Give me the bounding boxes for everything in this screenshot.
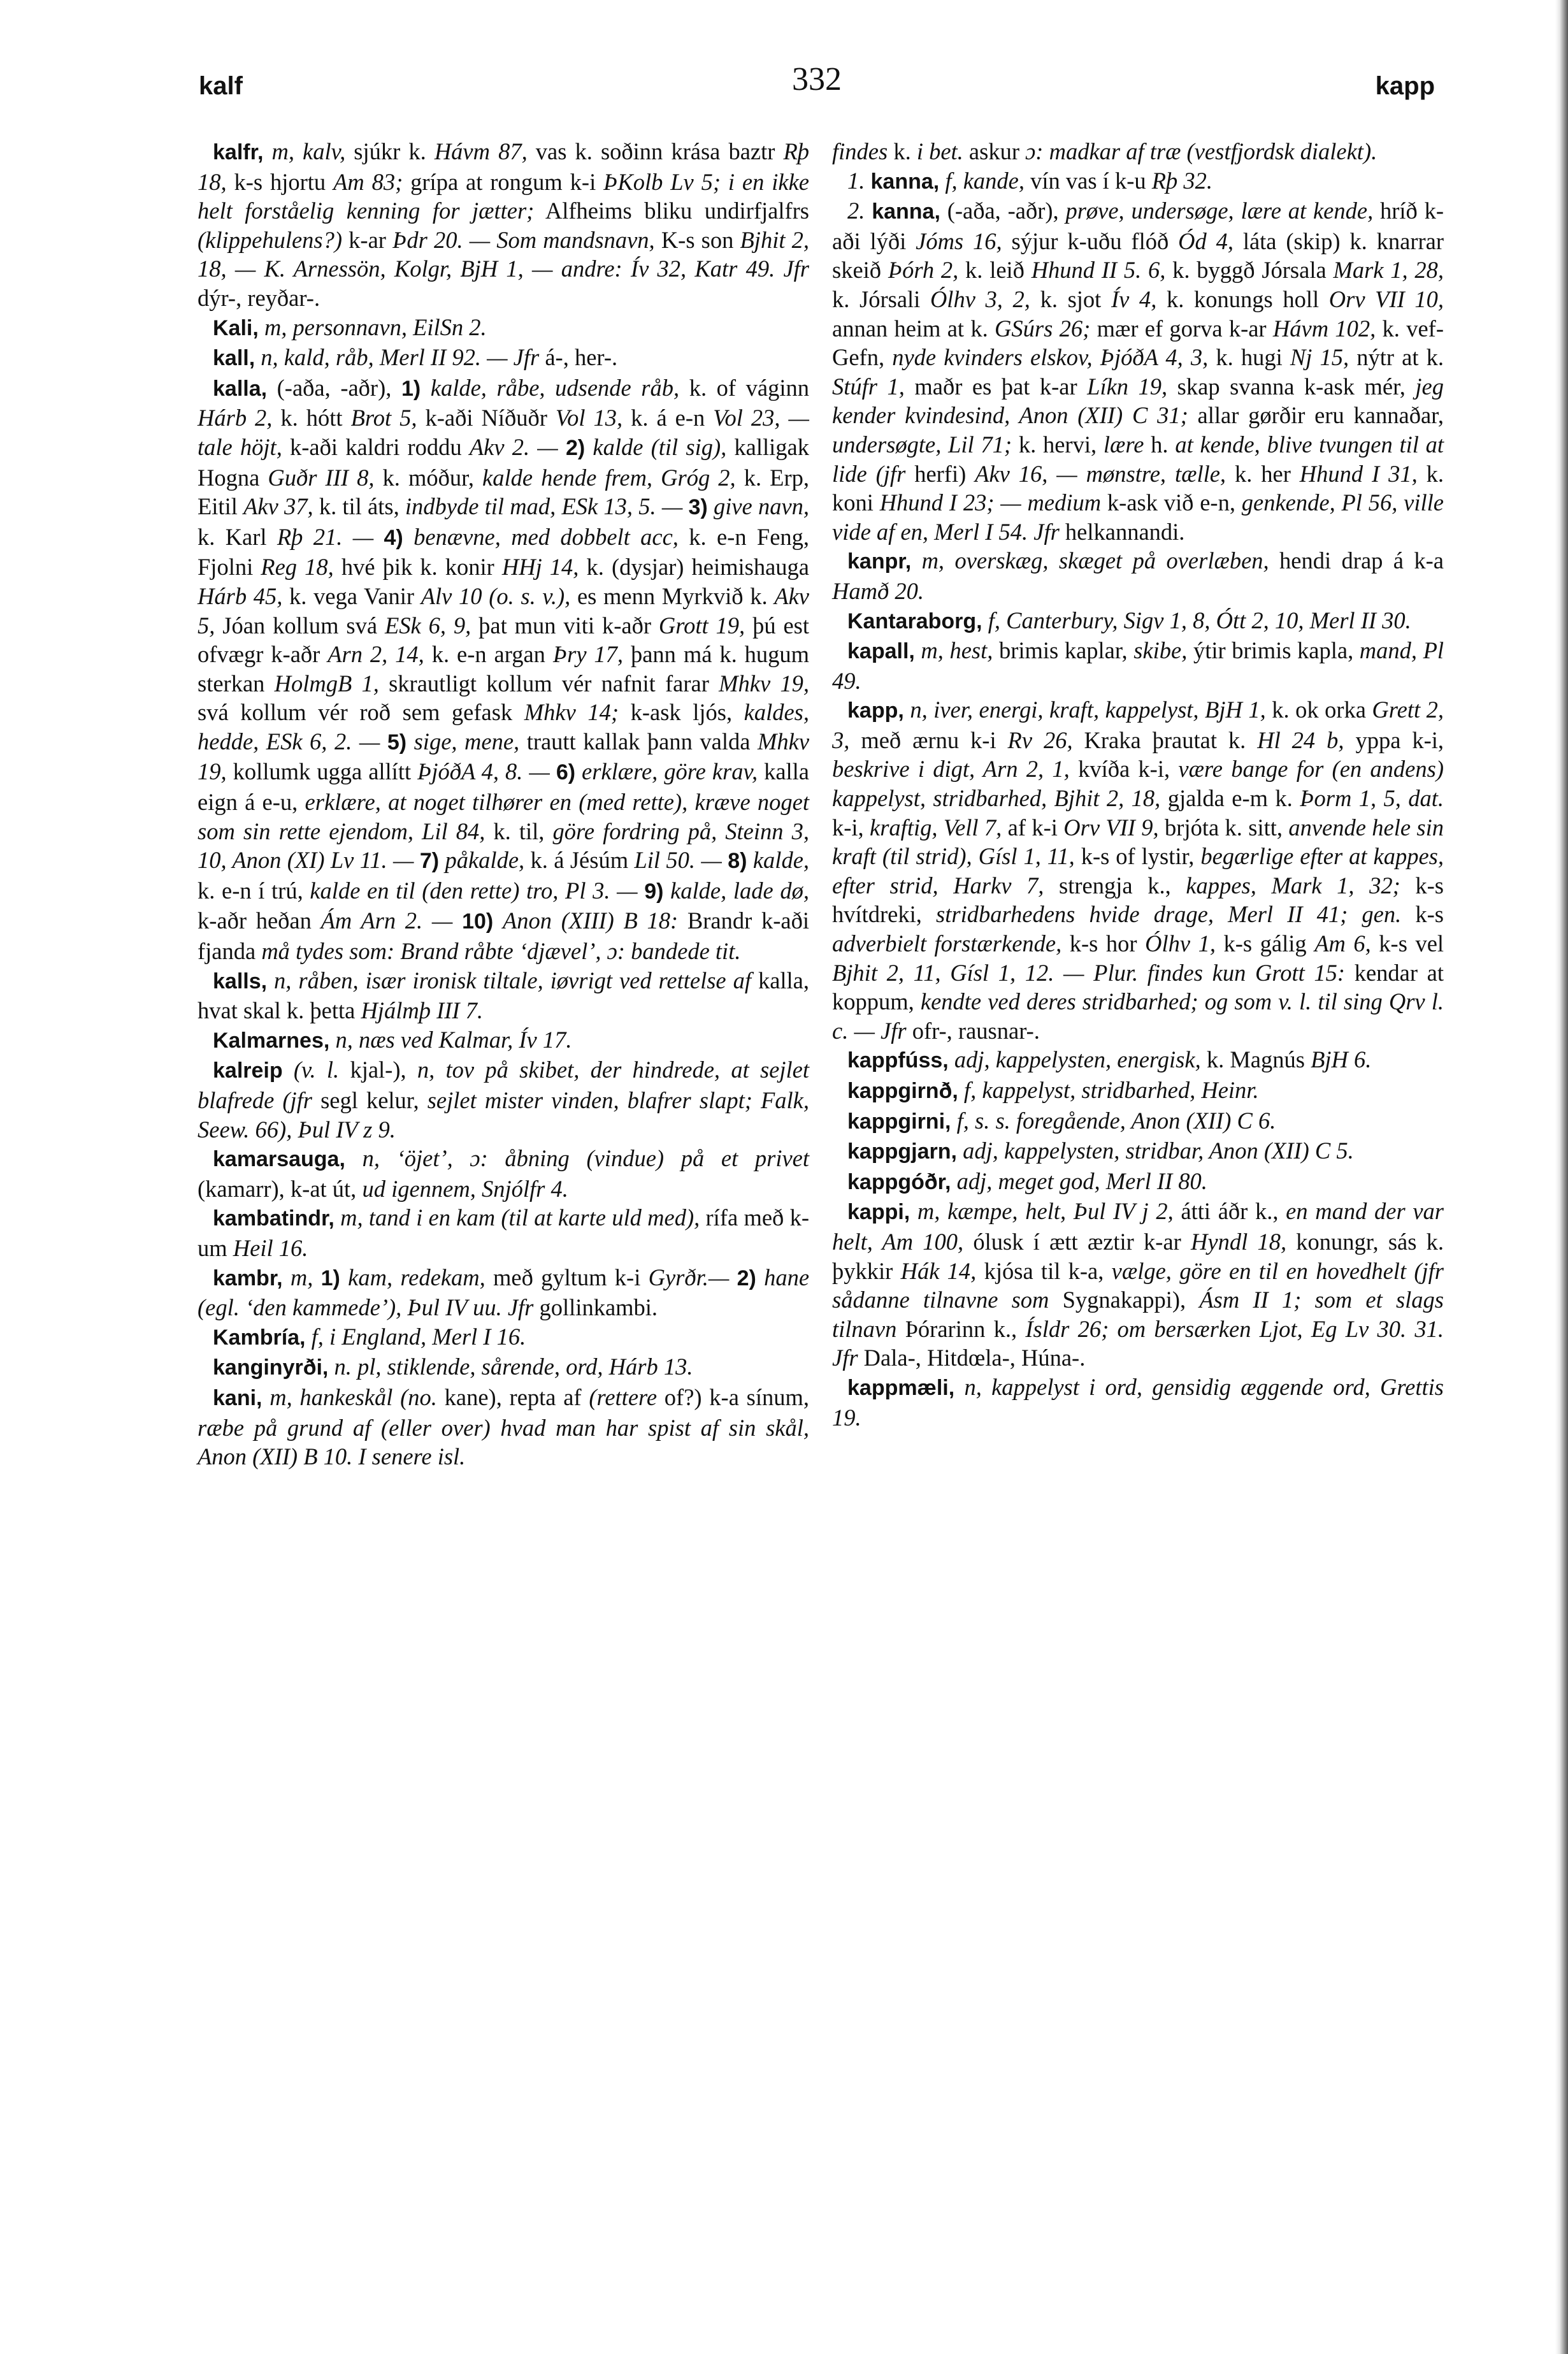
dictionary-entry: kappgjarn, adj, kappelysten, stridbar, Anon (XII) C 5. (847, 1137, 1354, 1164)
dictionary-entry: kappi, m, kæmpe, helt, Þul IV j 2, átti áðr k., en mand der var helt, Am 100, ólusk í ætt æztir k-ar Hyndl 18, konungr, sás k. þykkir Hák 14, kjósa til k-a, vælge, göre en til en hovedhelt (jfr sådanne tilnavne som Sygnakappi), Ásm II 1; som et slags tilnavn Þórarinn k., Ísldr 26; om bersærken Ljot, Eg Lv 30. 31. Jfr Dala-, Hitdœla-, Húna-. (832, 1198, 1444, 1371)
left-running-headword: kalf (199, 72, 243, 100)
page-edge-shadow (1555, 0, 1568, 2354)
dictionary-entry: kappgóðr, adj, meget god, Merl II 80. (847, 1167, 1207, 1194)
dictionary-entry: kalfr, m, kalv, sjúkr k. Hávm 87, vas k. soðinn krása baztr Rþ 18, k-s hjortu Am 83; grípa at rongum k-i ÞKolb Lv 5; i en ikke helt forståelig kenning for jætter; Alfheims bliku undirfjalfrs (klippehulens?) k-ar Þdr 20. — Som mandsnavn, K-s son Bjhit 2, 18, — K. Arnessön, Kolgr, BjH 1, — andre: Ív 32, Katr 49. Jfr dýr-, reyðar-. (198, 138, 810, 311)
dictionary-entry: Kantaraborg, f, Canterbury, Sigv 1, 8, Ótt 2, 10, Merl II 30. (847, 607, 1411, 633)
dictionary-entry: kanpr, m, overskæg, skæget på overlæben, hendi drap á k-a Hamð 20. (832, 547, 1444, 604)
dictionary-entry: 2. kanna, (-aða, -aðr), prøve, undersøge, lære at kende, hríð k-aði lýði Jóms 16, sýjur k-uðu flóð Ód 4, láta (skip) k. knarrar skeið Þórh 2, k. leið Hhund II 5. 6, k. byggð Jórsala Mark 1, 28, k. Jórsali Ólhv 3, 2, k. sjot Ív 4, k. konungs holl Orv VII 10, annan heim at k. GSúrs 26; mær ef gorva k-ar Hávm 102, k. vef-Gefn, nyde kvinders elskov, ÞjóðA 4, 3, k. hugi Nj 15, nýtr at k. Stúfr 1, maðr es þat k-ar Líkn 19, skap svanna k-ask mér, jeg kender kvindesind, Anon (XII) C 31; allar gørðir eru kannaðar, undersøgte, Lil 71; k. hervi, lære h. at kende, blive tvungen til at lide (jfr herfi) Akv 16, — mønstre, tælle, k. her Hhund I 31, k. koni Hhund I 23; — medium k-ask við e-n, genkende, Pl 56, ville vide af en, Merl I 54. Jfr helkannandi. (832, 198, 1444, 545)
dictionary-entry: findes k. i bet. askur ɔ: madkar af træ (vestfjordsk dialekt). (832, 138, 1377, 164)
dictionary-entry: kalreip (v. l. kjal-), n, tov på skibet, der hindrede, at sejlet blafrede (jfr segl kelur, sejlet mister vinden, blafrer slapt; Falk, Seew. 66), Þul IV z 9. (198, 1057, 809, 1143)
dictionary-entry: kanginyrði, n. pl, stiklende, sårende, ord, Hárb 13. (213, 1354, 693, 1380)
dictionary-entry: Kambría, f, i England, Merl I 16. (213, 1323, 526, 1350)
dictionary-entry: kambatindr, m, tand i en kam (til at karte uld med), rífa með k-um Heil 16. (198, 1204, 809, 1261)
left-column (198, 137, 809, 1471)
dictionary-entry: kambr, m, 1) kam, redekam, með gyltum k-i Gyrðr.— 2) hane (egl. ‘den kammede’), Þul IV uu. Jfr gollinkambi. (198, 1264, 810, 1321)
dictionary-entry: kappgirni, f, s. s. foregående, Anon (XII) C 6. (847, 1107, 1276, 1134)
right-column (832, 137, 1444, 1432)
dictionary-entry: kapp, n, iver, energi, kraft, kappelyst, BjH 1, k. ok orka Grett 2, 3, með ærnu k-i Rv 26, Kraka þrautat k. Hl 24 b, yppa k-i, beskrive i digt, Arn 2, 1, kvíða k-i, være bange for (en andens) kappelyst, stridbarhed, Bjhit 2, 18, gjalda e-m k. Þorm 1, 5, dat. k-i, kraftig, Vell 7, af k-i Orv VII 9, brjóta k. sitt, anvende hele sin kraft (til strid), Gísl 1, 11, k-s of lystir, begærlige efter at kappes, efter strid, Harkv 7, strengja k., kappes, Mark 1, 32; k-s hvítdreki, stridbarhedens hvide drage, Merl II 41; gen. k-s adverbielt forstærkende, k-s hor Ólhv 1, k-s gálig Am 6, k-s vel Bjhit 2, 11, Gísl 1, 12. — Plur. findes kun Grott 15: kendar at koppum, kendte ved deres stridbarhed; og som v. l. til sing Qrv l. c. — Jfr ofr-, rausnar-. (832, 697, 1444, 1044)
dictionary-entry: kappfúss, adj, kappelysten, energisk, k. Magnús BjH 6. (847, 1046, 1372, 1073)
page-header (199, 61, 1435, 112)
dictionary-entry: Kalmarnes, n, næs ved Kalmar, Ív 17. (213, 1026, 572, 1053)
dictionary-entry: kalls, n, råben, især ironisk tiltale, iøvrigt ved rettelse af kalla, hvat skal k. þetta Hjálmþ III 7. (198, 967, 809, 1024)
dictionary-entry: kall, n, kald, råb, Merl II 92. — Jfr á-, her-. (213, 344, 618, 371)
dictionary-entry: Kali, m, personnavn, EilSn 2. (213, 314, 487, 340)
right-running-headword: kapp (1375, 72, 1435, 100)
dictionary-entry: kappgirnð, f, kappelyst, stridbarhed, Heinr. (847, 1077, 1259, 1103)
dictionary-entry: kani, m, hankeskål (no. kane), repta af (rettere of?) k-a sínum, ræbe på grund af (eller over) hvad man har spist af sin skål, Anon (XII) B 10. I senere isl. (198, 1383, 810, 1470)
dictionary-entry: kamarsauga, n, ‘öjet’, ɔ: åbning (vindue) på et privet (kamarr), k-at út, ud igennem, Snjólfr 4. (198, 1145, 809, 1202)
page-number: 332 (792, 61, 842, 97)
dictionary-entry: kapall, m, hest, brimis kaplar, skibe, ýtir brimis kapla, mand, Pl 49. (832, 637, 1444, 694)
dictionary-entry: 1. kanna, f, kande, vín vas í k-u Rþ 32. (847, 167, 1213, 194)
dictionary-entry: kappmæli, n, kappelyst i ord, gensidig æggende ord, Grettis 19. (832, 1373, 1444, 1431)
dictionary-entry: kalla, (-aða, -aðr), 1) kalde, råbe, udsende råb, k. of váginn Hárb 2, k. hótt Brot 5, k-aði Níðuðr Vol 13, k. á e-n Vol 23, — tale höjt, k-aði kaldri roddu Akv 2. — 2) kalde (til sig), kalligak Hogna Guðr III 8, k. móður, kalde hende frem, Gróg 2, k. Erp, Eitil Akv 37, k. til áts, indbyde til mad, ESk 13, 5. — 3) give navn, k. Karl Rþ 21. — 4) benævne, med dobbelt acc, k. e-n Feng, Fjolni Reg 18, hvé þik k. konir HHj 14, k. (dysjar) heimishauga Hárb 45, k. vega Vanir Alv 10 (o. s. v.), es menn Myrkvið k. Akv 5, Jóan kollum svá ESk 6, 9, þat mun viti k-aðr Grott 19, þú est ofvægr k-aðr Arn 2, 14, k. e-n argan Þry 17, þann má k. hugum sterkan HolmgB 1, skrautligt kollum vér nafnit farar Mhkv 19, svá kollum vér roð sem gefask Mhkv 14; k-ask ljós, kaldes, hedde, ESk 6, 2. — 5) sige, mene, trautt kallak þann valda Mhkv 19, kollumk ugga allítt ÞjóðA 4, 8. — 6) erklære, göre krav, kalla eign á e-u, erklære, at noget tilhører en (med rette), kræve noget som sin rette ejendom, Lil 84, k. til, göre fordring på, Steinn 3, 10, Anon (XI) Lv 11. — 7) påkalde, k. á Jésúm Lil 50. — 8) kalde, k. e-n í trú, kalde en til (den rette) tro, Pl 3. — 9) kalde, lade dø, k-aðr heðan Ám Arn 2. — 10) Anon (XIII) B 18: Brandr k-aði fjanda må tydes som: Brand råbte ‘djævel’, ɔ: bandede tit. (198, 374, 810, 965)
